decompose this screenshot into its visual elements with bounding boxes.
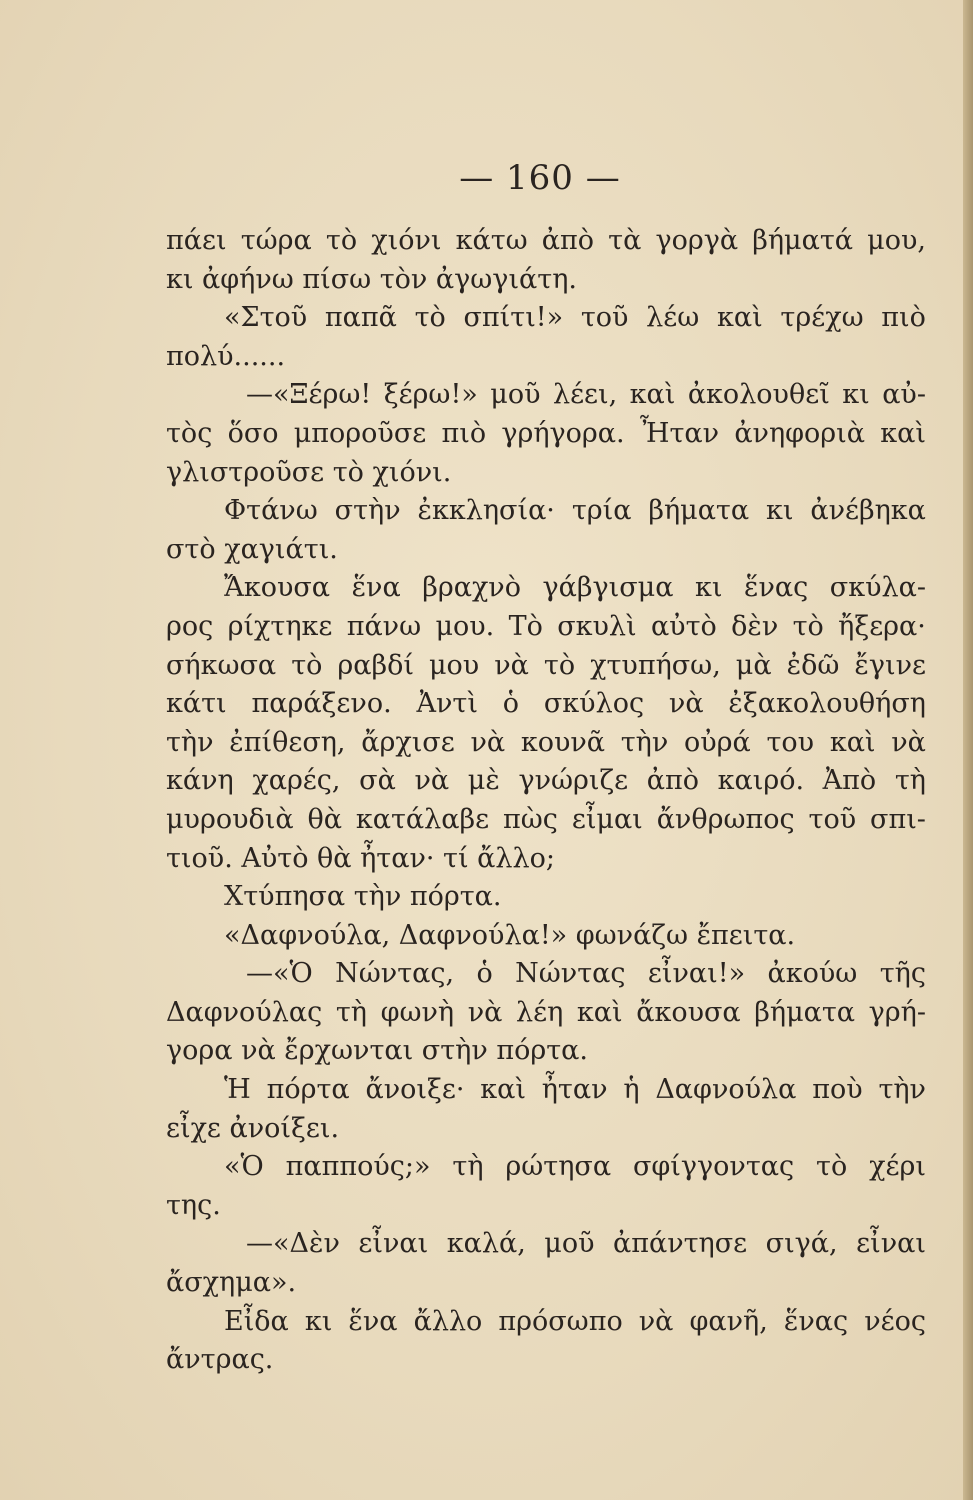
text-line: «Στοῦ παπᾶ τὸ σπίτι!» τοῦ λέω καὶ τρέχω πιὸ xyxy=(224,302,926,334)
text-line: ἄσχημα». xyxy=(166,1267,297,1299)
text-line: Ἄκουσα ἕνα βραχνὸ γάβγισμα κι ἕνας σκύλα- xyxy=(224,572,926,604)
page-number: — 160 — xyxy=(459,158,621,198)
text-line: —«Ὁ Νώντας, ὁ Νώντας εἶναι!» ἀκούω τῆς xyxy=(246,958,926,990)
text-line: κάνη χαρές, σὰ νὰ μὲ γνώριζε ἀπὸ καιρό. Ἀπὸ τὴ xyxy=(166,765,926,797)
text-line: πολύ...... xyxy=(166,340,286,372)
text-line: «Ὁ παππούς;» τὴ ρώτησα σφίγγοντας τὸ χέρι xyxy=(224,1151,926,1183)
text-line: Χτύπησα τὴν πόρτα. xyxy=(224,881,502,913)
text-line: ρος ρίχτηκε πάνω μου. Τὸ σκυλὶ αὐτὸ δὲν τὸ ἤξερα· xyxy=(166,610,926,642)
text-line: —«Δὲν εἶναι καλά, μοῦ ἀπάντησε σιγά, εἶναι xyxy=(246,1228,926,1260)
text-line: τὴν ἐπίθεση, ἄρχισε νὰ κουνᾶ τὴν οὐρά του καὶ νὰ xyxy=(166,726,926,758)
text-line: κάτι παράξενο. Ἀντὶ ὁ σκύλος νὰ ἐξακολουθήση xyxy=(166,688,926,720)
text-line: εἶχε ἀνοίξει. xyxy=(166,1112,340,1144)
text-line: τὸς ὅσο μποροῦσε πιὸ γρήγορα. Ἦταν ἀνηφοριὰ καὶ xyxy=(166,417,926,449)
text-line: ἄντρας. xyxy=(166,1344,274,1376)
text-line: Δαφνούλας τὴ φωνὴ νὰ λέη καὶ ἄκουσα βήματα γρή- xyxy=(166,996,926,1028)
text-line: Εἶδα κι ἕνα ἄλλο πρόσωπο νὰ φανῆ, ἕνας νέος xyxy=(224,1305,926,1337)
text-line: Ἡ πόρτα ἄνοιξε· καὶ ἦταν ἡ Δαφνούλα ποὺ τὴν xyxy=(224,1074,926,1106)
text-line: «Δαφνούλα, Δαφνούλα!» φωνάζω ἔπειτα. xyxy=(224,919,796,951)
text-line: στὸ χαγιάτι. xyxy=(166,533,338,565)
text-line: Φτάνω στὴν ἐκκλησία· τρία βήματα κι ἀνέβηκα xyxy=(224,495,926,527)
text-line: σήκωσα τὸ ραβδί μου νὰ τὸ χτυπήσω, μὰ ἐδῶ ἔγινε xyxy=(166,649,926,681)
text-line: γλιστροῦσε τὸ χιόνι. xyxy=(166,456,452,488)
body-text xyxy=(166,222,926,1380)
text-line: τιοῦ. Αὐτὸ θὰ ἦταν· τί ἄλλο; xyxy=(166,842,555,874)
text-line: γορα νὰ ἔρχωνται στὴν πόρτα. xyxy=(166,1035,588,1067)
text-line: της. xyxy=(166,1189,221,1221)
text-line: μυρουδιὰ θὰ κατάλαβε πὼς εἶμαι ἄνθρωπος τοῦ σπι- xyxy=(166,803,926,835)
text-line: κι ἀφήνω πίσω τὸν ἀγωγιάτη. xyxy=(166,263,577,295)
text-line: —«Ξέρω! ξέρω!» μοῦ λέει, καὶ ἀκολουθεῖ κι αὐ- xyxy=(246,379,926,411)
text-line: πάει τώρα τὸ χιόνι κάτω ἀπὸ τὰ γοργὰ βήματά μου, xyxy=(166,225,926,256)
page-edge xyxy=(963,0,973,1500)
